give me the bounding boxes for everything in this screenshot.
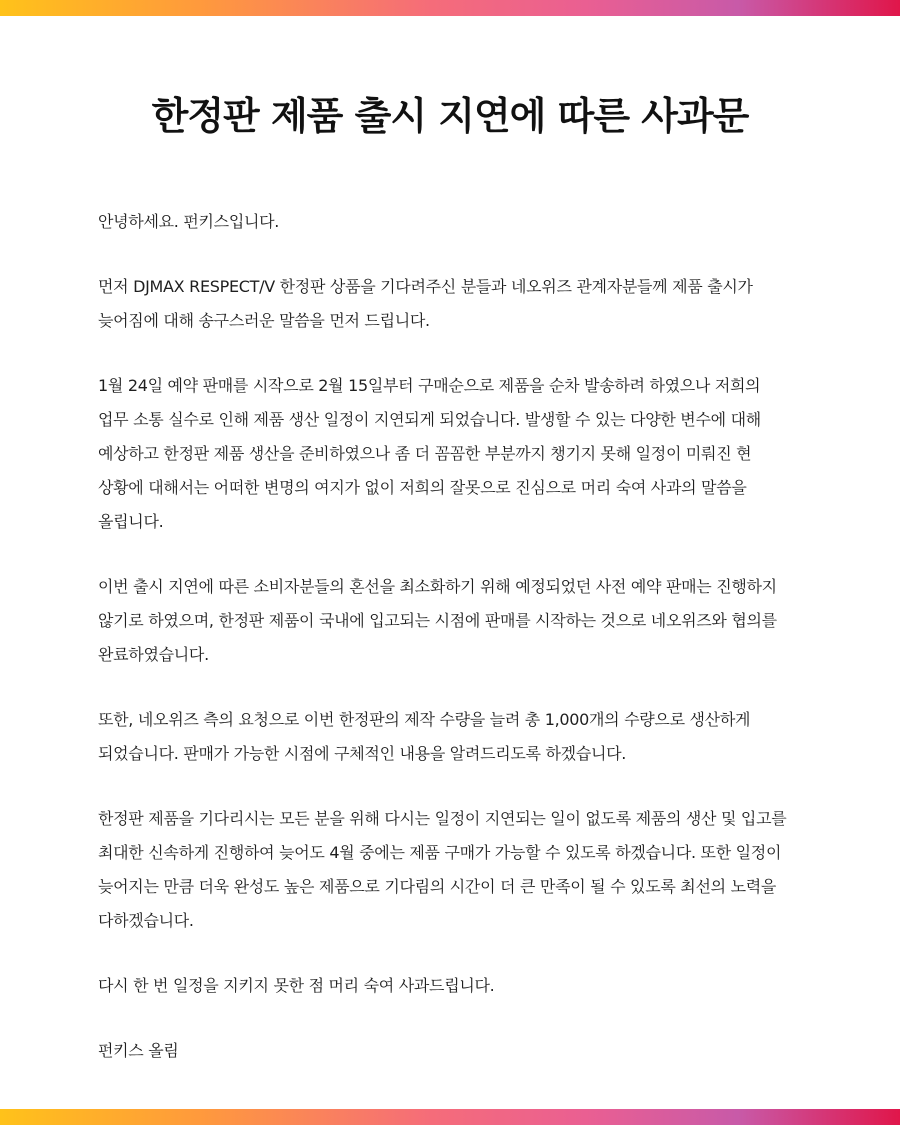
apology-intro-paragraph: [98, 270, 804, 338]
text-line: 상황에 대해서는 어떠한 변명의 여지가 없이 저희의 잘못으로 진심으로 머리 숙여 사과의 말씀을: [98, 478, 747, 497]
top-gradient-bar: [0, 0, 900, 16]
text-line: 먼저 DJMAX RESPECT/V 한정판 상품을 기다려주신 분들과 네오위즈 관계자분들께 제품 출시가: [98, 277, 753, 296]
quantity-increase-paragraph: [98, 703, 804, 771]
text-line: 다시 한 번 일정을 지키지 못한 점 머리 숙여 사과드립니다.: [98, 976, 495, 995]
text-line: 또한, 네오위즈 측의 요청으로 이번 한정판의 제작 수량을 늘려 총 1,000개의 수량으로 생산하게: [98, 710, 751, 729]
text-line: 완료하였습니다.: [98, 645, 209, 664]
text-line: 최대한 신속하게 진행하여 늦어도 4월 중에는 제품 구매가 가능할 수 있도록 하겠습니다. 또한 일정이: [98, 843, 782, 862]
text-line: 안녕하세요. 펀키스입니다.: [98, 212, 280, 231]
text-line: 다하겠습니다.: [98, 911, 194, 930]
text-line: 1월 24일 예약 판매를 시작으로 2월 15일부터 구매순으로 제품을 순차 발송하려 하였으나 저희의: [98, 376, 761, 395]
signature: [98, 1034, 804, 1068]
text-line: 업무 소통 실수로 인해 제품 생산 일정이 지연되게 되었습니다. 발생할 수 있는 다양한 변수에 대해: [98, 410, 761, 429]
text-line: 되었습니다. 판매가 가능한 시점에 구체적인 내용을 알려드리도록 하겠습니다.: [98, 744, 627, 763]
text-line: 늦어지는 만큼 더욱 완성도 높은 제품으로 기다림의 시간이 더 큰 만족이 될 수 있도록 최선의 노력을: [98, 877, 777, 896]
page-title: 한정판 제품 출시 지연에 따른 사과문: [151, 94, 749, 138]
preorder-cancel-paragraph: [98, 570, 804, 672]
text-line: 이번 출시 지연에 따른 소비자분들의 혼선을 최소화하기 위해 예정되었던 사전 예약 판매는 진행하지: [98, 577, 777, 596]
letter-body: [98, 205, 804, 1099]
greeting-paragraph: [98, 205, 804, 239]
bottom-gradient-bar: [0, 1109, 900, 1125]
schedule-promise-paragraph: [98, 802, 804, 938]
delay-reason-paragraph: [98, 369, 804, 539]
text-line: 한정판 제품을 기다리시는 모든 분을 위해 다시는 일정이 지연되는 일이 없도록 제품의 생산 및 입고를: [98, 809, 787, 828]
text-line: 펀키스 올림: [98, 1041, 179, 1060]
closing-apology-paragraph: [98, 969, 804, 1003]
text-line: 예상하고 한정판 제품 생산을 준비하였으나 좀 더 꼼꼼한 부분까지 챙기지 못해 일정이 미뤄진 현: [98, 444, 752, 463]
text-line: 올립니다.: [98, 512, 164, 531]
text-line: 않기로 하였으며, 한정판 제품이 국내에 입고되는 시점에 판매를 시작하는 것으로 네오위즈와 협의를: [98, 611, 777, 630]
text-line: 늦어짐에 대해 송구스러운 말씀을 먼저 드립니다.: [98, 311, 430, 330]
